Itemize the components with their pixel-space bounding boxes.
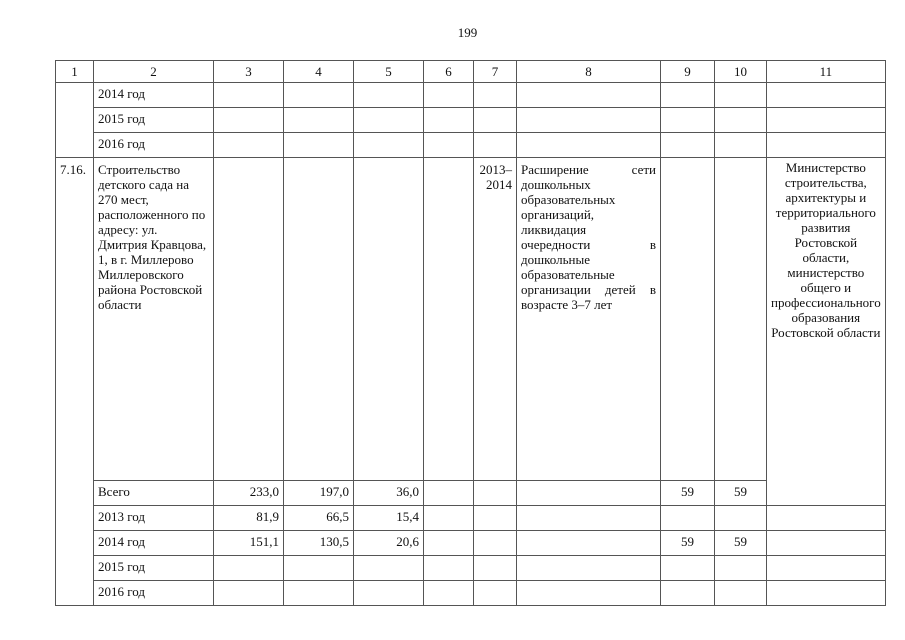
- item-index: 7.16.: [56, 158, 94, 606]
- value-cell: 151,1: [214, 531, 284, 556]
- header-cell: 9: [661, 61, 715, 83]
- header-cell: 6: [424, 61, 474, 83]
- value-cell: [715, 506, 767, 531]
- row-label: 2015 год: [94, 108, 214, 133]
- table-row: [56, 83, 886, 108]
- item-result: Расширение сети дошкольных образовательных организаций, ликвидация очередности в дошкольные образовательные организации детей в возрасте 3–7 лет: [517, 158, 661, 481]
- row-label: 2014 год: [94, 531, 214, 556]
- program-table: [55, 60, 886, 606]
- row-label: 2014 год: [94, 83, 214, 108]
- row-label: 2015 год: [94, 556, 214, 581]
- row-label: 2016 год: [94, 581, 214, 606]
- value-cell: 20,6: [354, 531, 424, 556]
- header-cell: 4: [284, 61, 354, 83]
- value-cell: 197,0: [284, 481, 354, 506]
- row-label: 2013 год: [94, 506, 214, 531]
- header-cell: 1: [56, 61, 94, 83]
- header-cell: 11: [767, 61, 886, 83]
- header-cell: 7: [474, 61, 517, 83]
- row-label: Всего: [94, 481, 214, 506]
- header-cell: 8: [517, 61, 661, 83]
- value-cell: 130,5: [284, 531, 354, 556]
- table-row: [56, 506, 886, 531]
- item-row: [56, 158, 886, 481]
- header-cell: 10: [715, 61, 767, 83]
- value-cell: 59: [661, 531, 715, 556]
- page-number: 199: [457, 25, 478, 40]
- table-row: [56, 556, 886, 581]
- table-row: [56, 531, 886, 556]
- value-cell: 59: [715, 531, 767, 556]
- table-row: [56, 581, 886, 606]
- item-name: Строительство детского сада на 270 мест, расположенного по адресу: ул. Дмитрия Кравцова, 1, в г. Миллерово Миллеровского района Ростовской области: [94, 158, 214, 481]
- item-executor: Министерство строительства, архитектуры и территориального развития Ростовской области, министерство общего и профессионального образования Ростовской области: [767, 158, 886, 506]
- value-cell: 233,0: [214, 481, 284, 506]
- table-row: [56, 133, 886, 158]
- empty-index-cell: [56, 83, 94, 158]
- table-row: [56, 481, 886, 506]
- header-cell: 2: [94, 61, 214, 83]
- item-period: 2013–2014: [474, 158, 517, 481]
- value-cell: 66,5: [284, 506, 354, 531]
- value-cell: 36,0: [354, 481, 424, 506]
- row-label: 2016 год: [94, 133, 214, 158]
- value-cell: 81,9: [214, 506, 284, 531]
- value-cell: [661, 506, 715, 531]
- header-cell: 5: [354, 61, 424, 83]
- header-cell: 3: [214, 61, 284, 83]
- header-row: [56, 61, 886, 83]
- table-row: [56, 108, 886, 133]
- value-cell: 59: [661, 481, 715, 506]
- value-cell: 15,4: [354, 506, 424, 531]
- value-cell: 59: [715, 481, 767, 506]
